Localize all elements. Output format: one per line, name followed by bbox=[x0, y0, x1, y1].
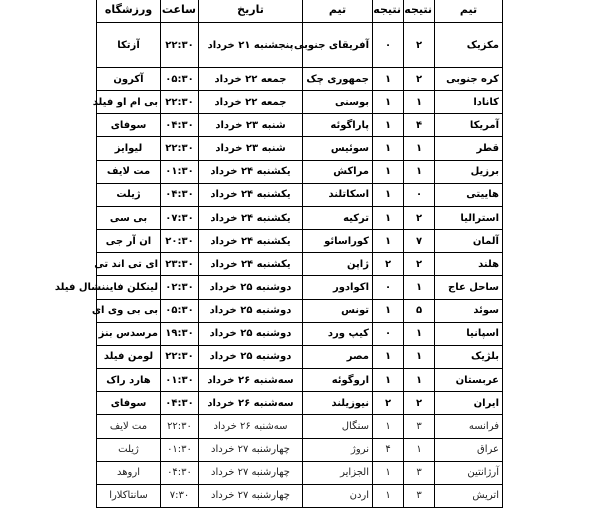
table-row bbox=[97, 206, 503, 229]
away-team-cell: ژاپن bbox=[303, 253, 373, 276]
away-score-cell: ۲ bbox=[373, 392, 404, 415]
away-score-cell: ۱ bbox=[373, 415, 404, 438]
home-score-cell: ۱ bbox=[404, 276, 435, 299]
away-team-cell: آفریقای جنوبی bbox=[303, 23, 373, 68]
away-score-cell: ۱ bbox=[373, 369, 404, 392]
away-score-cell: ۱ bbox=[373, 484, 404, 507]
stadium-cell: سانتاکلارا bbox=[97, 484, 161, 507]
time-cell: ۰۵:۳۰ bbox=[161, 299, 199, 322]
home-score-cell: ۲ bbox=[404, 68, 435, 91]
away-team-cell: کوراسائو bbox=[303, 230, 373, 253]
home-team-cell: برزیل bbox=[435, 160, 503, 183]
table-row bbox=[97, 484, 503, 507]
away-team-cell: اردن bbox=[303, 484, 373, 507]
home-score-cell: ۱ bbox=[404, 322, 435, 345]
home-team-cell: آمریکا bbox=[435, 114, 503, 137]
time-cell: ۲۲:۳۰ bbox=[161, 23, 199, 68]
table-row bbox=[97, 91, 503, 114]
date-cell: سه‌شنبه ۲۶ خرداد bbox=[199, 415, 303, 438]
home-score-cell: ۲ bbox=[404, 206, 435, 229]
time-cell: ۲۰:۳۰ bbox=[161, 230, 199, 253]
header-row bbox=[97, 0, 503, 23]
header-team-away: تیم bbox=[303, 0, 373, 23]
stadium-cell: بی بی وی ای bbox=[97, 299, 161, 322]
away-score-cell: ۱ bbox=[373, 114, 404, 137]
table-row bbox=[97, 160, 503, 183]
away-team-cell: اکوادور bbox=[303, 276, 373, 299]
stadium-cell: ژیلت bbox=[97, 438, 161, 461]
table-row bbox=[97, 183, 503, 206]
time-cell: ۲۲:۳۰ bbox=[161, 91, 199, 114]
time-cell: ۷:۳۰ bbox=[161, 484, 199, 507]
date-cell: چهارشنبه ۲۷ خرداد bbox=[199, 484, 303, 507]
stadium-cell: لومن فیلد bbox=[97, 345, 161, 368]
home-score-cell: ۲ bbox=[404, 392, 435, 415]
home-team-cell: استرالیا bbox=[435, 206, 503, 229]
away-team-cell: مراکش bbox=[303, 160, 373, 183]
time-cell: ۰۴:۳۰ bbox=[161, 114, 199, 137]
home-team-cell: آلمان bbox=[435, 230, 503, 253]
away-score-cell: ۰ bbox=[373, 23, 404, 68]
stadium-cell: مت لایف bbox=[97, 415, 161, 438]
table-row bbox=[97, 461, 503, 484]
home-score-cell: ۲ bbox=[404, 253, 435, 276]
away-team-cell: جمهوری چک bbox=[303, 68, 373, 91]
date-cell: یکشنبه ۲۴ خرداد bbox=[199, 183, 303, 206]
away-score-cell: ۱ bbox=[373, 183, 404, 206]
home-score-cell: ۷ bbox=[404, 230, 435, 253]
header-team-home: تیم bbox=[435, 0, 503, 23]
home-team-cell: ایران bbox=[435, 392, 503, 415]
header-score-away: نتیجه bbox=[373, 0, 404, 23]
home-team-cell: قطر bbox=[435, 137, 503, 160]
home-score-cell: ۱ bbox=[404, 345, 435, 368]
stadium-cell: بی ام او فیلد bbox=[97, 91, 161, 114]
home-team-cell: ساحل عاج bbox=[435, 276, 503, 299]
time-cell: ۲۲:۳۰ bbox=[161, 345, 199, 368]
time-cell: ۰۱:۳۰ bbox=[161, 160, 199, 183]
away-team-cell: کیپ ورد bbox=[303, 322, 373, 345]
stadium-cell: ای تی اند تی bbox=[97, 253, 161, 276]
away-score-cell: ۱ bbox=[373, 91, 404, 114]
date-cell: شنبه ۲۳ خرداد bbox=[199, 137, 303, 160]
home-score-cell: ۳ bbox=[404, 461, 435, 484]
home-team-cell: کانادا bbox=[435, 91, 503, 114]
away-score-cell: ۱ bbox=[373, 68, 404, 91]
table-row bbox=[97, 253, 503, 276]
date-cell: پنجشنبه ۲۱ خرداد bbox=[199, 23, 303, 68]
home-score-cell: ۱ bbox=[404, 438, 435, 461]
stadium-cell: لیوایز bbox=[97, 137, 161, 160]
stadium-cell: اروهد bbox=[97, 461, 161, 484]
table-row bbox=[97, 23, 503, 68]
home-team-cell: سوئد bbox=[435, 299, 503, 322]
table-row bbox=[97, 230, 503, 253]
home-score-cell: ۴ bbox=[404, 114, 435, 137]
date-cell: یکشنبه ۲۴ خرداد bbox=[199, 230, 303, 253]
away-score-cell: ۱ bbox=[373, 160, 404, 183]
home-score-cell: ۳ bbox=[404, 415, 435, 438]
home-score-cell: ۱ bbox=[404, 137, 435, 160]
table-row bbox=[97, 276, 503, 299]
fixtures-table bbox=[54, 0, 503, 508]
date-cell: یکشنبه ۲۴ خرداد bbox=[199, 160, 303, 183]
away-score-cell: ۰ bbox=[373, 276, 404, 299]
away-score-cell: ۴ bbox=[373, 438, 404, 461]
home-score-cell: ۱ bbox=[404, 160, 435, 183]
away-team-cell: مصر bbox=[303, 345, 373, 368]
table-row bbox=[97, 345, 503, 368]
stadium-cell: هارد راک bbox=[97, 369, 161, 392]
date-cell: چهارشنبه ۲۷ خرداد bbox=[199, 461, 303, 484]
time-cell: ۲۲:۳۰ bbox=[161, 137, 199, 160]
away-score-cell: ۱ bbox=[373, 345, 404, 368]
away-score-cell: ۱ bbox=[373, 230, 404, 253]
stadium-cell: لینکلن فایننشال فیلد bbox=[97, 276, 161, 299]
table-row bbox=[97, 415, 503, 438]
home-score-cell: ۱ bbox=[404, 369, 435, 392]
date-cell: دوشنبه ۲۵ خرداد bbox=[199, 345, 303, 368]
date-cell: دوشنبه ۲۵ خرداد bbox=[199, 299, 303, 322]
away-score-cell: ۱ bbox=[373, 137, 404, 160]
stadium-cell: ان آر جی bbox=[97, 230, 161, 253]
away-score-cell: ۱ bbox=[373, 299, 404, 322]
date-cell: یکشنبه ۲۴ خرداد bbox=[199, 253, 303, 276]
date-cell: شنبه ۲۳ خرداد bbox=[199, 114, 303, 137]
home-team-cell: عراق bbox=[435, 438, 503, 461]
stadium-cell: سوفای bbox=[97, 114, 161, 137]
time-cell: ۰۱:۳۰ bbox=[161, 369, 199, 392]
date-cell: دوشنبه ۲۵ خرداد bbox=[199, 276, 303, 299]
table-row bbox=[97, 299, 503, 322]
date-cell: سه‌شنبه ۲۶ خرداد bbox=[199, 392, 303, 415]
stadium-cell: آکرون bbox=[97, 68, 161, 91]
away-team-cell: پاراگوئه bbox=[303, 114, 373, 137]
time-cell: ۰۴:۳۰ bbox=[161, 183, 199, 206]
away-score-cell: ۰ bbox=[373, 322, 404, 345]
away-team-cell: سنگال bbox=[303, 415, 373, 438]
time-cell: ۰۵:۳۰ bbox=[161, 68, 199, 91]
table-row bbox=[97, 438, 503, 461]
home-team-cell: آرژانتین bbox=[435, 461, 503, 484]
away-team-cell: بوسنی bbox=[303, 91, 373, 114]
home-team-cell: فرانسه bbox=[435, 415, 503, 438]
date-cell: چهارشنبه ۲۷ خرداد bbox=[199, 438, 303, 461]
time-cell: ۰۴:۳۰ bbox=[161, 461, 199, 484]
home-score-cell: ۰ bbox=[404, 183, 435, 206]
table-row bbox=[97, 392, 503, 415]
header-date: تاریخ bbox=[199, 0, 303, 23]
stadium-cell: مرسدس بنز bbox=[97, 322, 161, 345]
table-row bbox=[97, 137, 503, 160]
stadium-cell: بی سی bbox=[97, 206, 161, 229]
away-team-cell: نیوزیلند bbox=[303, 392, 373, 415]
home-score-cell: ۵ bbox=[404, 299, 435, 322]
home-team-cell: هلند bbox=[435, 253, 503, 276]
stadium-cell: ژیلت bbox=[97, 183, 161, 206]
header-score-home: نتیجه bbox=[404, 0, 435, 23]
away-team-cell: الجزایر bbox=[303, 461, 373, 484]
table-row bbox=[97, 68, 503, 91]
away-team-cell: سوئیس bbox=[303, 137, 373, 160]
away-score-cell: ۱ bbox=[373, 206, 404, 229]
date-cell: دوشنبه ۲۵ خرداد bbox=[199, 322, 303, 345]
table-row bbox=[97, 322, 503, 345]
time-cell: ۰۲:۳۰ bbox=[161, 276, 199, 299]
date-cell: جمعه ۲۲ خرداد bbox=[199, 68, 303, 91]
date-cell: یکشنبه ۲۴ خرداد bbox=[199, 206, 303, 229]
stadium-cell: مت لایف bbox=[97, 160, 161, 183]
time-cell: ۱۹:۳۰ bbox=[161, 322, 199, 345]
header-stadium: ورزشگاه bbox=[97, 0, 161, 23]
time-cell: ۰۴:۳۰ bbox=[161, 392, 199, 415]
date-cell: جمعه ۲۲ خرداد bbox=[199, 91, 303, 114]
time-cell: ۰۱:۳۰ bbox=[161, 438, 199, 461]
time-cell: ۲۳:۳۰ bbox=[161, 253, 199, 276]
home-team-cell: مکزیک bbox=[435, 23, 503, 68]
away-team-cell: نروژ bbox=[303, 438, 373, 461]
away-team-cell: اسکاتلند bbox=[303, 183, 373, 206]
time-cell: ۰۷:۳۰ bbox=[161, 206, 199, 229]
home-team-cell: عربستان bbox=[435, 369, 503, 392]
table-row bbox=[97, 369, 503, 392]
away-score-cell: ۱ bbox=[373, 461, 404, 484]
home-score-cell: ۲ bbox=[404, 23, 435, 68]
home-score-cell: ۳ bbox=[404, 484, 435, 507]
home-score-cell: ۱ bbox=[404, 91, 435, 114]
stadium-cell: آزتکا bbox=[97, 23, 161, 68]
time-cell: ۲۲:۳۰ bbox=[161, 415, 199, 438]
stadium-cell: سوفای bbox=[97, 392, 161, 415]
away-team-cell: تونس bbox=[303, 299, 373, 322]
away-team-cell: اروگوئه bbox=[303, 369, 373, 392]
home-team-cell: هاییتی bbox=[435, 183, 503, 206]
away-team-cell: ترکیه bbox=[303, 206, 373, 229]
home-team-cell: کره جنوبی bbox=[435, 68, 503, 91]
table-row bbox=[97, 114, 503, 137]
home-team-cell: اتریش bbox=[435, 484, 503, 507]
header-time: ساعت bbox=[161, 0, 199, 23]
home-team-cell: بلژیک bbox=[435, 345, 503, 368]
away-score-cell: ۲ bbox=[373, 253, 404, 276]
home-team-cell: اسپانیا bbox=[435, 322, 503, 345]
date-cell: سه‌شنبه ۲۶ خرداد bbox=[199, 369, 303, 392]
